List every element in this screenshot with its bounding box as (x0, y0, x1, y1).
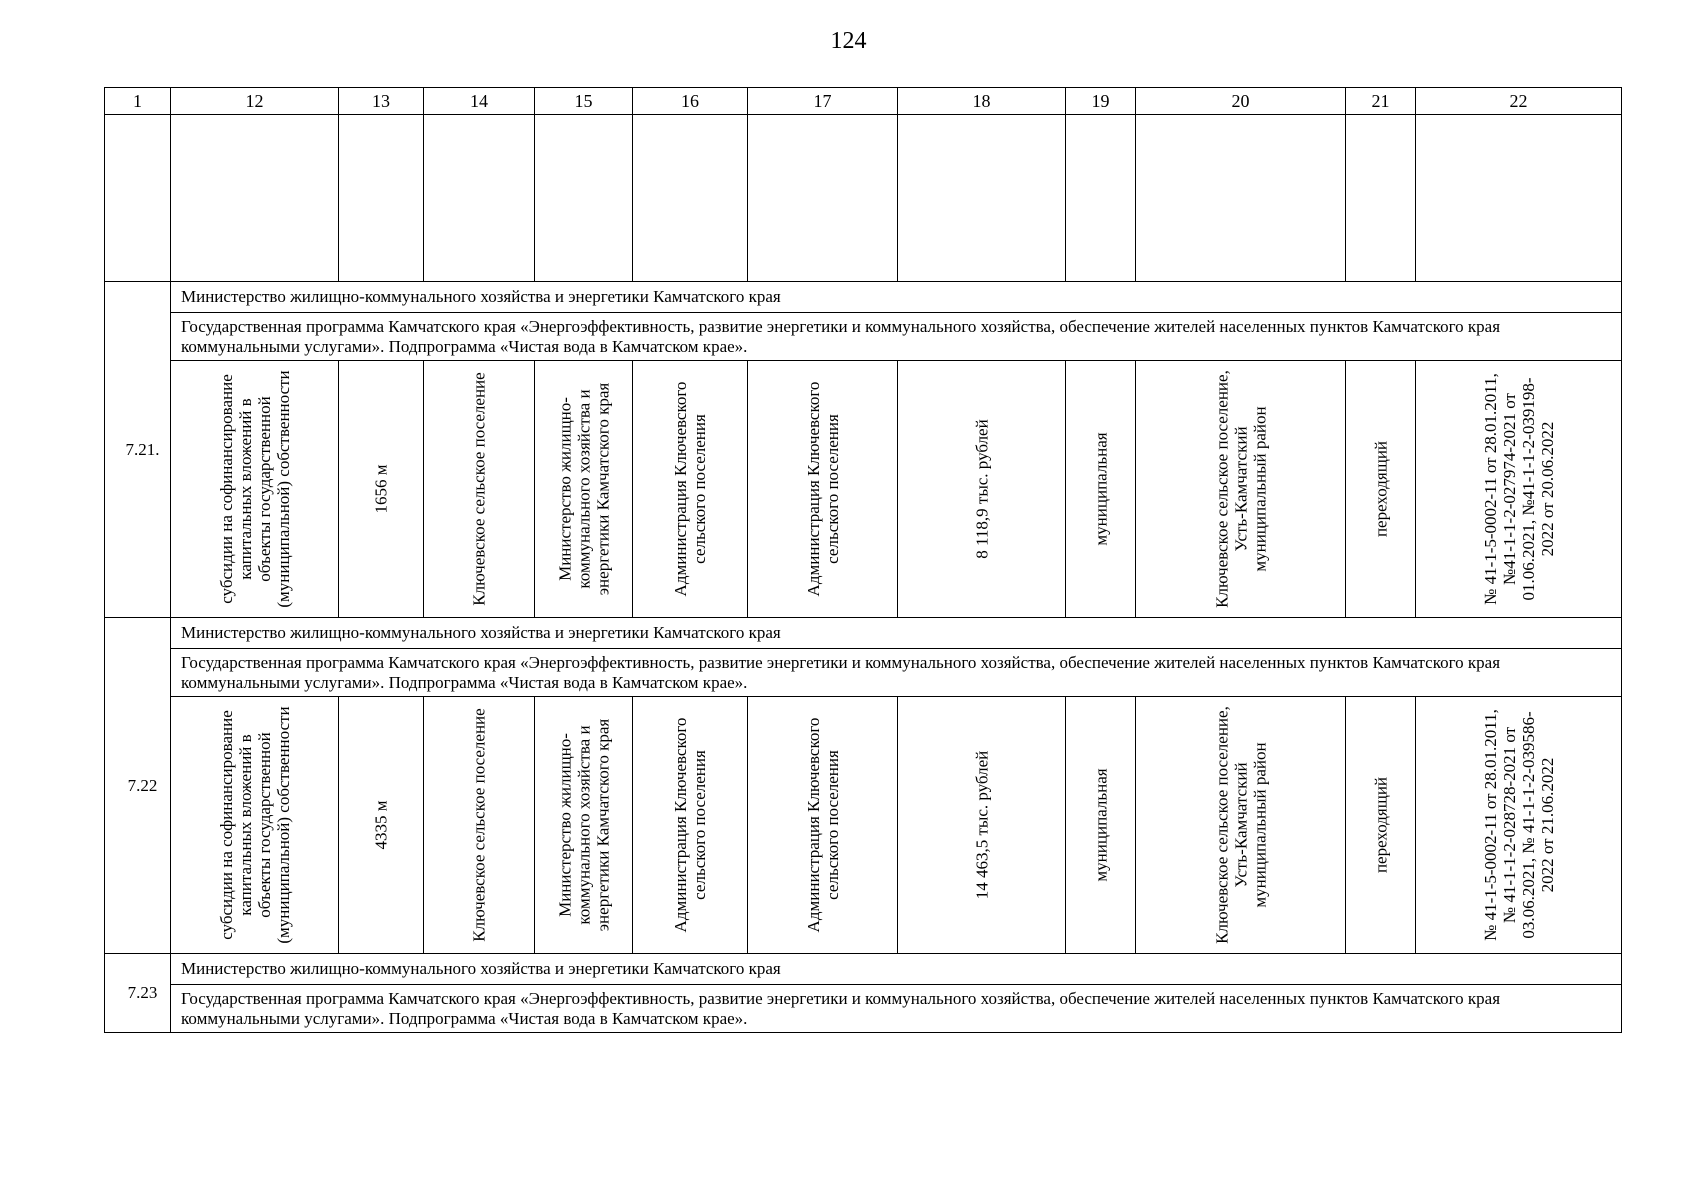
column-header: 19 (1066, 88, 1136, 115)
data-table (104, 87, 1622, 1033)
cell-municipality: Ключевское сельское поселение, Усть-Камчатский муниципальный район (1136, 697, 1346, 954)
cell-funding-type: субсидии на софинансирование капитальных вложений в объекты государственной (муниципальной) собственности (171, 361, 339, 618)
column-header: 14 (424, 88, 535, 115)
column-header: 15 (535, 88, 633, 115)
column-header: 16 (633, 88, 748, 115)
cell-ministry: Министерство жилищно-коммунального хозяйства и энергетики Камчатского края (535, 361, 633, 618)
table-row (105, 697, 1622, 954)
cell-cost: 14 463,5 тыс. рублей (898, 697, 1066, 954)
column-header: 12 (171, 88, 339, 115)
cell-customer: Администрация Ключевского сельского поселения (633, 697, 748, 954)
cell-funding-type: субсидии на софинансирование капитальных вложений в объекты государственной (муниципальной) собственности (171, 697, 339, 954)
cell-developer: Администрация Ключевского сельского поселения (748, 361, 898, 618)
cell-customer: Администрация Ключевского сельского поселения (633, 361, 748, 618)
cell-status: переходящий (1346, 697, 1416, 954)
cell-ownership: муниципальная (1066, 361, 1136, 618)
entry-number: 7.21. (105, 282, 171, 618)
cell-municipality: Ключевское сельское поселение, Усть-Камчатский муниципальный район (1136, 361, 1346, 618)
column-header: 22 (1416, 88, 1622, 115)
cell-capacity: 1656 м (339, 361, 424, 618)
column-header: 17 (748, 88, 898, 115)
column-header: 18 (898, 88, 1066, 115)
table-row (105, 985, 1622, 1033)
program-name: Государственная программа Камчатского края «Энергоэффективность, развитие энергетики и коммунального хозяйства, обеспечение жителей населенных пунктов Камчатского края коммунальными услугами». Подпрограмма «Чистая вода в Камчатском крае». (171, 985, 1622, 1033)
cell-location: Ключевское сельское поселение (424, 697, 535, 954)
table-row (105, 282, 1622, 313)
ministry-name: Министерство жилищно-коммунального хозяйства и энергетики Камчатского края (171, 954, 1622, 985)
program-name: Государственная программа Камчатского края «Энергоэффективность, развитие энергетики и коммунального хозяйства, обеспечение жителей населенных пунктов Камчатского края коммунальными услугами». Подпрограмма «Чистая вода в Камчатском крае». (171, 313, 1622, 361)
column-header-row (105, 88, 1622, 115)
column-header: 13 (339, 88, 424, 115)
table-row (105, 649, 1622, 697)
table-row (105, 618, 1622, 649)
table-row (105, 361, 1622, 618)
table-row (105, 954, 1622, 985)
cell-documents: № 41-1-5-0002-11 от 28.01.2011, №41-1-1-2-027974-2021 от 01.06.2021, №41-1-1-2-039198-2022 от 20.06.2022 (1416, 361, 1622, 618)
cell-ministry: Министерство жилищно-коммунального хозяйства и энергетики Камчатского края (535, 697, 633, 954)
column-header: 20 (1136, 88, 1346, 115)
cell-developer: Администрация Ключевского сельского поселения (748, 697, 898, 954)
cell-documents: № 41-1-5-0002-11 от 28.01.2011, № 41-1-1-2-028728-2021 от 03.06.2021, № 41-1-1-2-039586-2022 от 21.06.2022 (1416, 697, 1622, 954)
entry-number: 7.22 (105, 618, 171, 954)
ministry-name: Министерство жилищно-коммунального хозяйства и энергетики Камчатского края (171, 618, 1622, 649)
cell-ownership: муниципальная (1066, 697, 1136, 954)
table-row (105, 313, 1622, 361)
page-number: 124 (830, 28, 867, 54)
program-name: Государственная программа Камчатского края «Энергоэффективность, развитие энергетики и коммунального хозяйства, обеспечение жителей населенных пунктов Камчатского края коммунальными услугами». Подпрограмма «Чистая вода в Камчатском крае». (171, 649, 1622, 697)
cell-location: Ключевское сельское поселение (424, 361, 535, 618)
ministry-name: Министерство жилищно-коммунального хозяйства и энергетики Камчатского края (171, 282, 1622, 313)
column-header: 21 (1346, 88, 1416, 115)
blank-row (105, 115, 1622, 282)
cell-status: переходящий (1346, 361, 1416, 618)
cell-capacity: 4335 м (339, 697, 424, 954)
entry-number: 7.23 (105, 954, 171, 1033)
cell-cost: 8 118,9 тыс. рублей (898, 361, 1066, 618)
column-header: 1 (105, 88, 171, 115)
